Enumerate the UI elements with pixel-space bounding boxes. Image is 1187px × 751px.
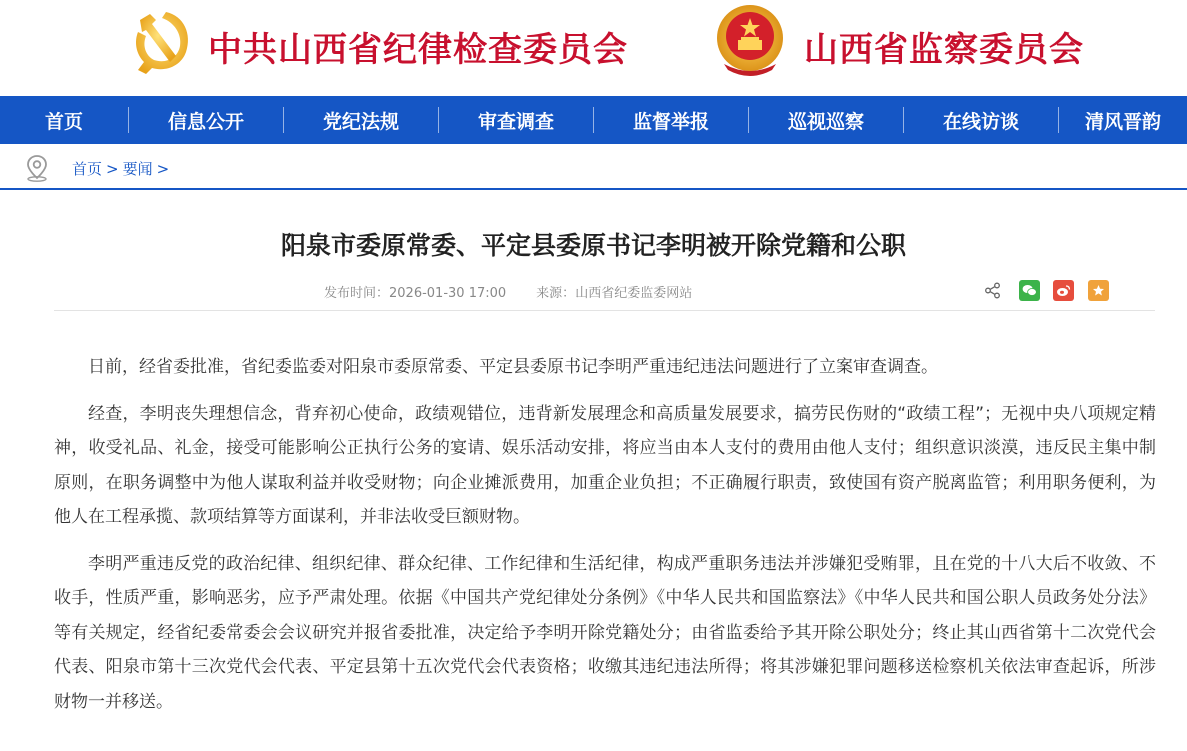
party-emblem-icon	[126, 6, 194, 76]
supervision-commission-title: 山西省监察委员会	[804, 30, 1084, 70]
party-committee-title: 中共山西省纪律检查委员会	[208, 30, 628, 70]
article-body	[54, 350, 1156, 731]
location-pin-icon	[24, 154, 50, 182]
national-emblem-icon	[714, 4, 786, 78]
breadcrumb-home-link[interactable]: 首页	[72, 160, 103, 178]
site-header	[0, 0, 1187, 96]
nav-item-home[interactable]: 首页	[44, 110, 83, 133]
weibo-icon[interactable]	[1053, 280, 1074, 301]
source-name: 山西省纪委监委网站	[575, 286, 693, 301]
nav-item-online-interview[interactable]: 在线访谈	[942, 110, 1019, 133]
publish-time-label: 发布时间：	[324, 286, 390, 301]
nav-item-supervision-report[interactable]: 监督举报	[632, 110, 709, 133]
breadcrumb-section-link[interactable]: 要闻	[122, 160, 153, 178]
share-icon[interactable]	[982, 280, 1003, 301]
nav-item-info-disclosure[interactable]: 信息公开	[167, 110, 244, 133]
nav-item-party-regulations[interactable]: 党纪法规	[322, 110, 399, 133]
breadcrumb-separator: >	[106, 160, 119, 178]
article-paragraph: 日前，经省委批准，省纪委监委对阳泉市委原常委、平定县委原书记李明严重违纪违法问题进行了立案审查调查。	[88, 357, 938, 377]
breadcrumb	[0, 146, 1187, 190]
breadcrumb-underline	[0, 188, 1187, 190]
main-nav	[0, 96, 1187, 144]
meta-divider	[54, 310, 1155, 311]
nav-item-investigation[interactable]: 审查调查	[477, 110, 554, 133]
breadcrumb-separator: >	[156, 160, 170, 178]
wechat-icon[interactable]	[1019, 280, 1040, 301]
favorite-icon[interactable]	[1088, 280, 1109, 301]
article-title: 阳泉市委原常委、平定县委原书记李明被开除党籍和公职	[280, 231, 906, 260]
publish-time: 2026-01-30 17:00	[389, 286, 507, 301]
breadcrumb-trail	[72, 158, 173, 179]
article-meta	[324, 282, 692, 301]
article-paragraph: 经查，李明丧失理想信念，背弃初心使命，政绩观错位，违背新发展理念和高质量发展要求，搞劳民伤财的“政绩工程”；无视中央八项规定精神，收受礼品、礼金，接受可能影响公正执行公务的宴请、娱乐活动安排，将应当由本人支付的费用由他人支付；组织意识淡漠，违反民主集中制原则，在职务调整中为他人谋取利益并收受财物；向企业摊派费用，加重企业负担；不正确履行职责，致使国有资产脱离监管；利用职务便利，为他人在工程承揽、款项结算等方面谋利，并非法收受巨额财物。	[54, 403, 1156, 527]
nav-item-qingfeng-jinyun[interactable]: 清风晋韵	[1084, 110, 1161, 133]
source-label: 来源：	[536, 286, 576, 301]
article-paragraph: 李明严重违反党的政治纪律、组织纪律、群众纪律、工作纪律和生活纪律，构成严重职务违法并涉嫌犯受贿罪，且在党的十八大后不收敛、不收手，性质严重，影响恶劣，应予严肃处理。依据《中国共产党纪律处分条例》《中华人民共和国监察法》《中华人民共和国公职人员政务处分法》等有关规定，经省纪委常委会会议研究并报省委批准，决定给予李明开除党籍处分；由省监委给予其开除公职处分；终止其山西省第十二次党代会代表、阳泉市第十三次党代会代表、平定县第十五次党代会代表资格；收缴其违纪违法所得；将其涉嫌犯罪问题移送检察机关依法审查起诉，所涉财物一并移送。	[54, 553, 1156, 712]
nav-item-inspection-tours[interactable]: 巡视巡察	[787, 110, 864, 133]
